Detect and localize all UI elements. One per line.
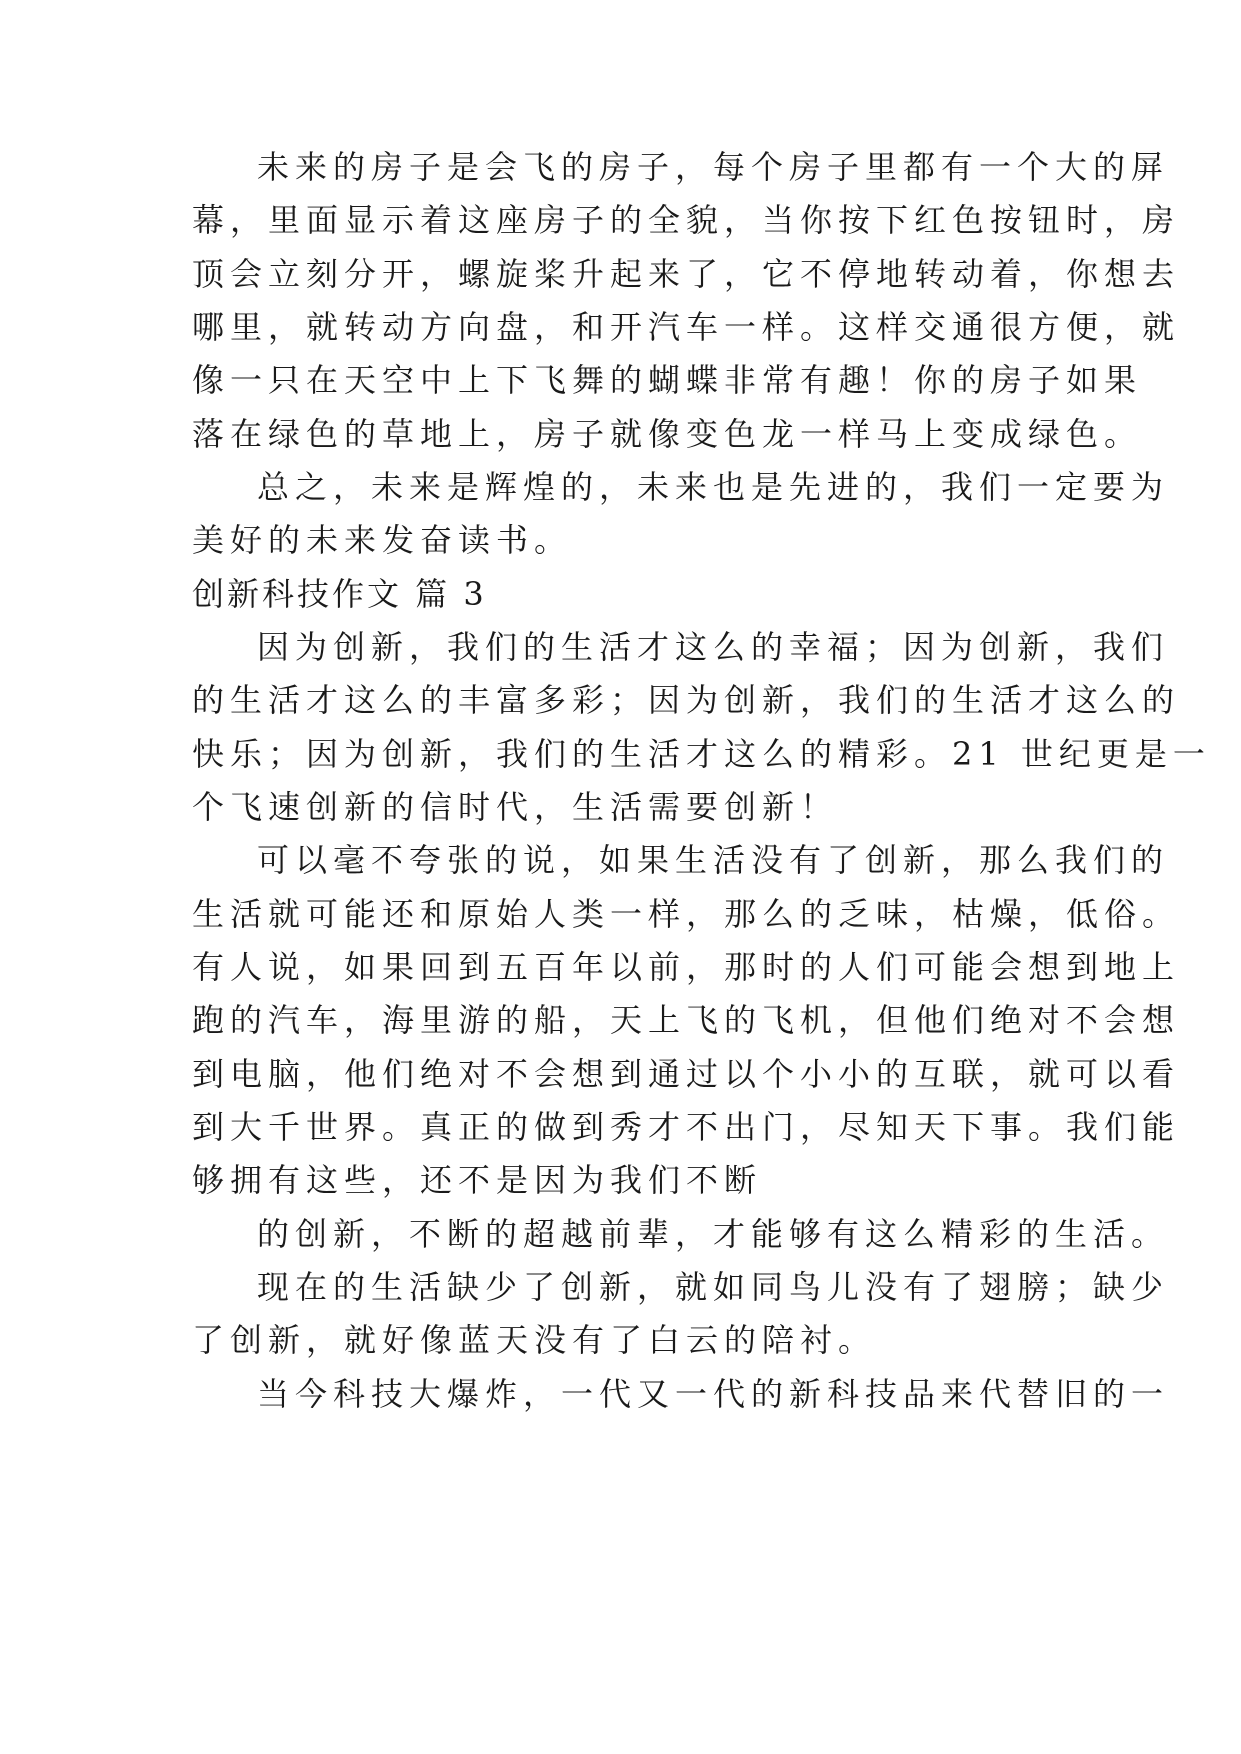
text-line: 生活就可能还和原始人类一样，那么的乏味，枯燥，低俗。 [192, 895, 1181, 933]
text-line: 美好的未来发奋读书。 [192, 521, 573, 559]
text-line: 了创新，就好像蓝天没有了白云的陪衬。 [192, 1321, 877, 1359]
text-line: 个飞速创新的信时代，生活需要创新！ [192, 788, 839, 826]
text-line: 够拥有这些，还不是因为我们不断 [192, 1161, 763, 1199]
text-line: 当今科技大爆炸，一代又一代的新科技品来代替旧的一 [257, 1375, 1170, 1413]
section-heading: 创新科技作文 篇 3 [192, 575, 487, 613]
text-line: 有人说，如果回到五百年以前，那时的人们可能会想到地上 [192, 948, 1181, 986]
text-line: 的生活才这么的丰富多彩；因为创新，我们的生活才这么的 [192, 681, 1181, 719]
text-line: 到大千世界。真正的做到秀才不出门，尽知天下事。我们能 [192, 1108, 1181, 1146]
text-line: 跑的汽车，海里游的船，天上飞的飞机，但他们绝对不会想 [192, 1001, 1181, 1039]
text-line: 到电脑，他们绝对不会想到通过以个小小的互联，就可以看 [192, 1055, 1181, 1093]
text-line: 像一只在天空中上下飞舞的蝴蝶非常有趣！你的房子如果 [192, 361, 1143, 399]
text-line: 因为创新，我们的生活才这么的幸福；因为创新，我们 [257, 628, 1170, 666]
text-line: 现在的生活缺少了创新，就如同鸟儿没有了翅膀；缺少 [257, 1268, 1170, 1306]
text-line: 的创新，不断的超越前辈，才能够有这么精彩的生活。 [257, 1215, 1170, 1253]
text-line: 落在绿色的草地上，房子就像变色龙一样马上变成绿色。 [192, 415, 1143, 453]
text-line: 哪里，就转动方向盘，和开汽车一样。这样交通很方便，就 [192, 308, 1181, 346]
text-line: 幕，里面显示着这座房子的全貌，当你按下红色按钮时，房 [192, 201, 1181, 239]
text-line: 快乐；因为创新，我们的生活才这么的精彩。21 世纪更是一 [192, 735, 1211, 773]
text-line: 未来的房子是会飞的房子，每个房子里都有一个大的屏 [257, 148, 1170, 186]
text-line: 总之，未来是辉煌的，未来也是先进的，我们一定要为 [257, 468, 1170, 506]
text-line: 顶会立刻分开，螺旋桨升起来了，它不停地转动着，你想去 [192, 255, 1181, 293]
text-line: 可以毫不夸张的说，如果生活没有了创新，那么我们的 [257, 841, 1170, 879]
